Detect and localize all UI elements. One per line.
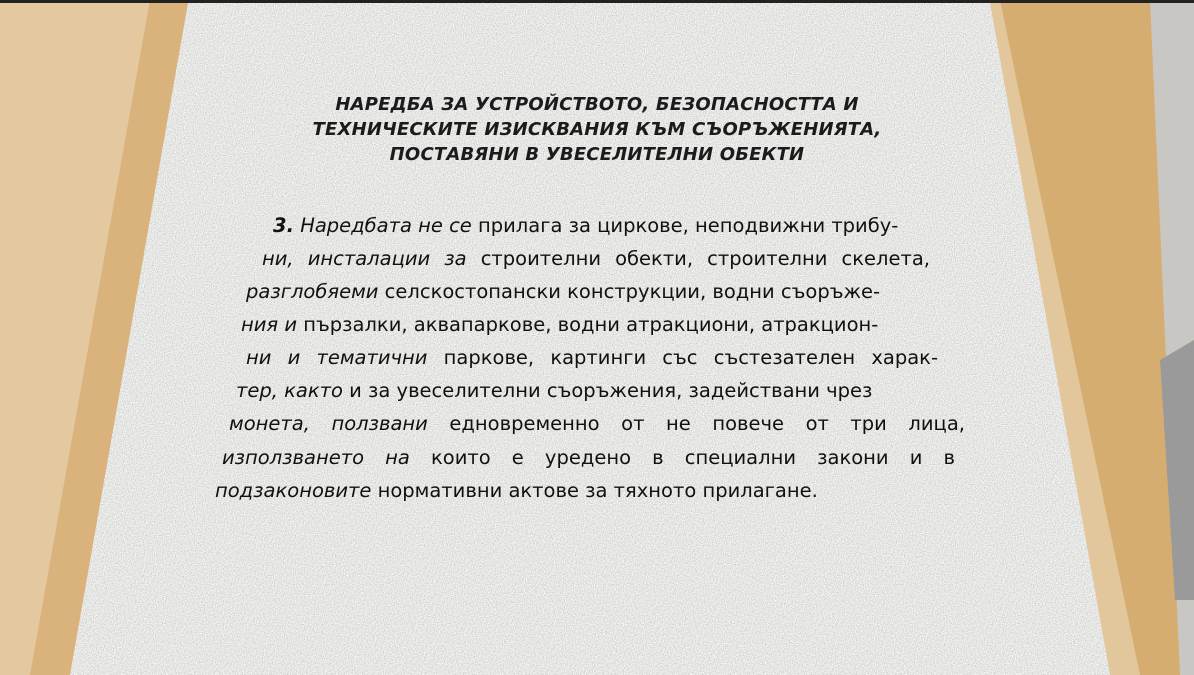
paragraph-line-9 xyxy=(215,481,935,501)
paragraph-line-italic: ни и тематични xyxy=(246,346,428,369)
paragraph-line-1 xyxy=(273,216,925,236)
paragraph-line-text: които е уредено в специални закони и в xyxy=(409,446,956,469)
paragraph-line-italic: монета, ползвани xyxy=(229,412,428,435)
paragraph-line-italic: Наредбата не се xyxy=(300,214,472,237)
document-title-line-2: ТЕХНИЧЕСКИТЕ ИЗИСКВАНИЯ КЪМ СЪОРЪЖЕНИЯТА, xyxy=(312,119,882,140)
paragraph-line-6 xyxy=(236,381,948,401)
document-title-line-3: ПОСТАВЯНИ В УВЕСЕЛИТЕЛНИ ОБЕКТИ xyxy=(389,144,805,165)
paragraph-line-italic: ни, инсталации за xyxy=(262,247,467,270)
paragraph-line-italic: подзаконовите xyxy=(215,479,372,502)
paragraph-line-italic: разглобяеми xyxy=(246,280,379,303)
paragraph-line-italic: ния и xyxy=(241,313,298,336)
paragraph-line-text: строителни обекти, строителни скелета, xyxy=(466,247,930,270)
paragraph-line-8 xyxy=(222,448,955,468)
paragraph-line-2 xyxy=(262,249,930,269)
paragraph-line-text: и за увеселителни съоръжения, задействани чрез xyxy=(342,379,873,402)
paragraph-line-text: прилага за циркове, неподвижни трибу- xyxy=(471,214,899,237)
paragraph-line-7 xyxy=(229,414,965,434)
paragraph-line-3 xyxy=(246,282,932,302)
paragraph-line-text: селскостопански конструкции, водни съоръже- xyxy=(378,280,881,303)
paragraph-line-4 xyxy=(241,315,937,335)
paragraph-line-text: едновременно от не повече от три лица, xyxy=(427,412,965,435)
paragraph-line-text: нормативни актове за тяхното прилагане. xyxy=(371,479,818,502)
document-title-line-1: НАРЕДБА ЗА УСТРОЙСТВОТО, БЕЗОПАСНОСТТА И xyxy=(335,94,859,115)
paragraph-number: 3. xyxy=(273,214,294,237)
paragraph-line-text: пързалки, аквапаркове, водни атракциони, атракцион- xyxy=(297,313,879,336)
paragraph-line-italic: тер, както xyxy=(236,379,343,402)
top-border xyxy=(0,0,1194,3)
paragraph-line-5 xyxy=(246,348,938,368)
paragraph-line-italic: използването на xyxy=(222,446,410,469)
paragraph-line-text: паркове, картинги със състезателен харак- xyxy=(427,346,938,369)
